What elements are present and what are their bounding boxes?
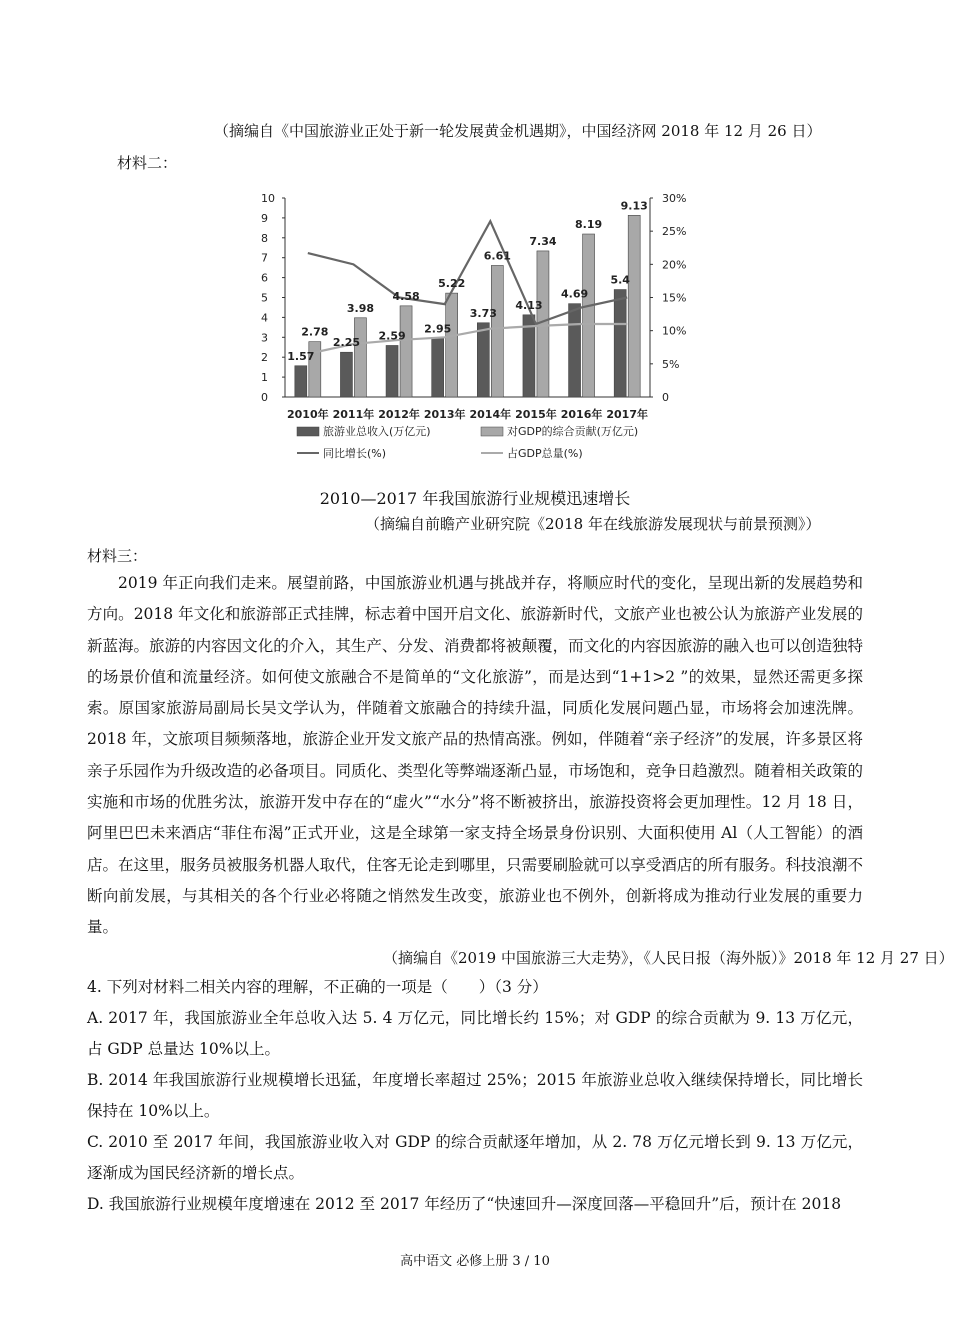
material2-label: 材料二：	[117, 154, 178, 172]
bar-gdp-contribution	[628, 215, 640, 397]
bar-data-label: 7.34	[529, 234, 557, 248]
header-source: （摘编自《中国旅游业正处于新一轮发展黄金机遇期》，中国经济网 2018 年 12 月 26 日）	[214, 122, 822, 140]
y-left-tick-label: 3	[261, 331, 268, 345]
y-right-tick-label: 5%	[662, 357, 680, 371]
y-left-tick-label: 7	[261, 251, 268, 265]
chart-source: （摘编自前瞻产业研究院《2018 年在线旅游发展现状与前景预测》）	[365, 515, 821, 533]
bar-data-label: 2.25	[332, 336, 361, 350]
bar-data-label: 6.61	[483, 249, 511, 263]
bar-data-label: 5.4	[610, 273, 630, 287]
option-b: B. 2014 年我国旅游行业规模增长迅猛，年度增长率超过 25%；2015 年旅游业总收入继续保持增长，同比增长保持在 10%以上。	[87, 1071, 863, 1120]
option-a: A. 2017 年，我国旅游业全年总收入达 5. 4 万亿元，同比增长约 15%；对 GDP 的综合贡献为 9. 13 万亿元，占 GDP 总量达 10%以上。	[87, 1009, 863, 1058]
bar-data-label: 8.19	[574, 218, 603, 232]
y-left-tick-label: 5	[261, 291, 268, 305]
bar-data-label: 4.13	[515, 298, 543, 312]
x-tick-label: 2013年	[423, 408, 466, 421]
legend-label: 对GDP的综合贡献(万亿元)	[507, 425, 639, 438]
y-right-tick-label: 25%	[662, 225, 687, 239]
bar-revenue	[569, 304, 581, 397]
bar-revenue	[295, 366, 307, 397]
legend-label: 占GDP总量(%)	[507, 447, 583, 460]
y-right-tick-label: 20%	[662, 258, 687, 272]
x-tick-label: 2010年	[287, 408, 329, 421]
bar-gdp-contribution	[400, 306, 412, 397]
x-tick-label: 2014年	[469, 408, 512, 421]
question-stem: 4. 下列对材料二相关内容的理解，不正确的一项是（ ）（3 分）	[87, 978, 548, 996]
bar-data-label: 2.95	[424, 322, 452, 336]
x-tick-label: 2015年	[515, 408, 557, 421]
material3-source: （摘编自《2019 中国旅游三大走势》，《人民日报（海外版）》2018 年 12 月 27 日）	[383, 949, 954, 967]
y-right-tick-label: 30%	[662, 192, 687, 205]
chart-title: 2010—2017 年我国旅游行业规模迅速增长	[319, 489, 631, 508]
bar-data-label: 3.98	[346, 301, 375, 315]
x-tick-label: 2016年	[560, 408, 603, 421]
option-c: C. 2010 至 2017 年间，我国旅游业收入对 GDP 的综合贡献逐年增加，从 2. 78 万亿元增长到 9. 13 万亿元，逐渐成为国民经济新的增长点。	[87, 1133, 863, 1182]
bar-gdp-contribution	[491, 265, 503, 397]
bar-data-label: 4.58	[392, 289, 420, 303]
x-tick-label: 2011年	[332, 408, 375, 421]
page-footer: 高中语文 必修上册 3 / 10	[400, 1254, 550, 1269]
y-left-tick-label: 6	[261, 271, 268, 285]
material3-paragraph	[87, 568, 863, 944]
bar-data-label: 2.59	[378, 329, 406, 343]
bar-revenue	[432, 338, 444, 397]
bar-data-label: 1.57	[287, 349, 315, 363]
y-left-tick-label: 8	[261, 231, 268, 245]
y-left-tick-label: 1	[261, 371, 268, 385]
y-left-tick-label: 9	[261, 211, 268, 225]
y-left-tick-label: 0	[261, 391, 268, 404]
bar-revenue	[340, 352, 352, 397]
y-left-tick-label: 2	[261, 351, 268, 365]
bar-revenue	[477, 323, 489, 397]
x-tick-label: 2012年	[378, 408, 420, 421]
material3-text: 2019 年正向我们走来。展望前路，中国旅游业机遇与挑战并存，将顺应时代的变化，呈现出新的发展趋势和方向。2018 年文化和旅游部正式挂牌，标志着中国开启文化、旅游新时代，文旅产业也被公认为旅游产业发展的新蓝海。旅游的内容因文化的介入，其生产、分发、消费都将被颠覆，而文化的内容因旅游的融入也可以创造独特的场景价值和流量经济。如何使文旅融合不是简单的“文化旅游”，而是达到“1+1>2 ”的效果，显然还需更多探索。原国家旅游局副局长吴文学认为，伴随着文旅融合的持续升温，同质化发展问题凸显，市场将会加速洗牌。2018 年，文旅项目频频落地，旅游企业开发文旅产品的热情高涨。例如，伴随着“亲子经济”的发展，许多景区将亲子乐园作为升级改造的必备项目。同质化、类型化等弊端逐渐凸显，市场饱和，竞争日趋激烈。随着相关政策的实施和市场的优胜劣汰，旅游开发中存在的“虚火”“水分”将不断被挤出，旅游投资将会更加理性。12 月 18 日，阿里巴巴未来酒店“菲住布渴”正式开业，这是全球第一家支持全场景身份识别、大面积使用 Al（人工智能）的酒店。在这里，服务员被服务机器人取代，住客无论走到哪里，只需要刷脸就可以享受酒店的所有服务。科技浪潮不断向前发展，与其相关的各个行业必将随之悄然发生改变，旅游业也不例外，创新将成为推动行业发展的重要力量。	[87, 574, 863, 937]
y-left-tick-label: 10	[261, 192, 275, 205]
bar-gdp-contribution	[583, 234, 595, 397]
bar-gdp-contribution	[446, 293, 458, 397]
legend-label: 旅游业总收入(万亿元)	[323, 425, 431, 438]
bar-gdp-contribution	[354, 318, 366, 397]
bar-data-label: 4.69	[560, 287, 589, 301]
bar-revenue	[386, 345, 398, 397]
y-right-tick-label: 10%	[662, 324, 687, 338]
legend-swatch	[481, 427, 503, 436]
legend-label: 同比增长(%)	[323, 447, 387, 460]
y-right-tick-label: 0	[662, 391, 669, 404]
bar-data-label: 9.13	[620, 199, 648, 213]
y-right-tick-label: 15%	[662, 291, 687, 305]
y-left-tick-label: 4	[261, 311, 268, 325]
question-4	[87, 972, 863, 1220]
bar-revenue	[614, 290, 626, 397]
bar-data-label: 3.73	[469, 306, 497, 320]
option-d: D. 我国旅游行业规模年度增速在 2012 至 2017 年经历了“快速回升—深度回落—平稳回升”后，预计在 2018	[87, 1195, 842, 1213]
chart-legend	[297, 424, 638, 460]
material3-label: 材料三：	[87, 547, 148, 565]
x-tick-label: 2017年	[606, 408, 648, 421]
bar-data-label: 2.78	[301, 325, 329, 339]
tourism-chart	[245, 186, 687, 476]
legend-swatch	[297, 427, 319, 436]
bar-data-label: 5.22	[438, 277, 466, 291]
